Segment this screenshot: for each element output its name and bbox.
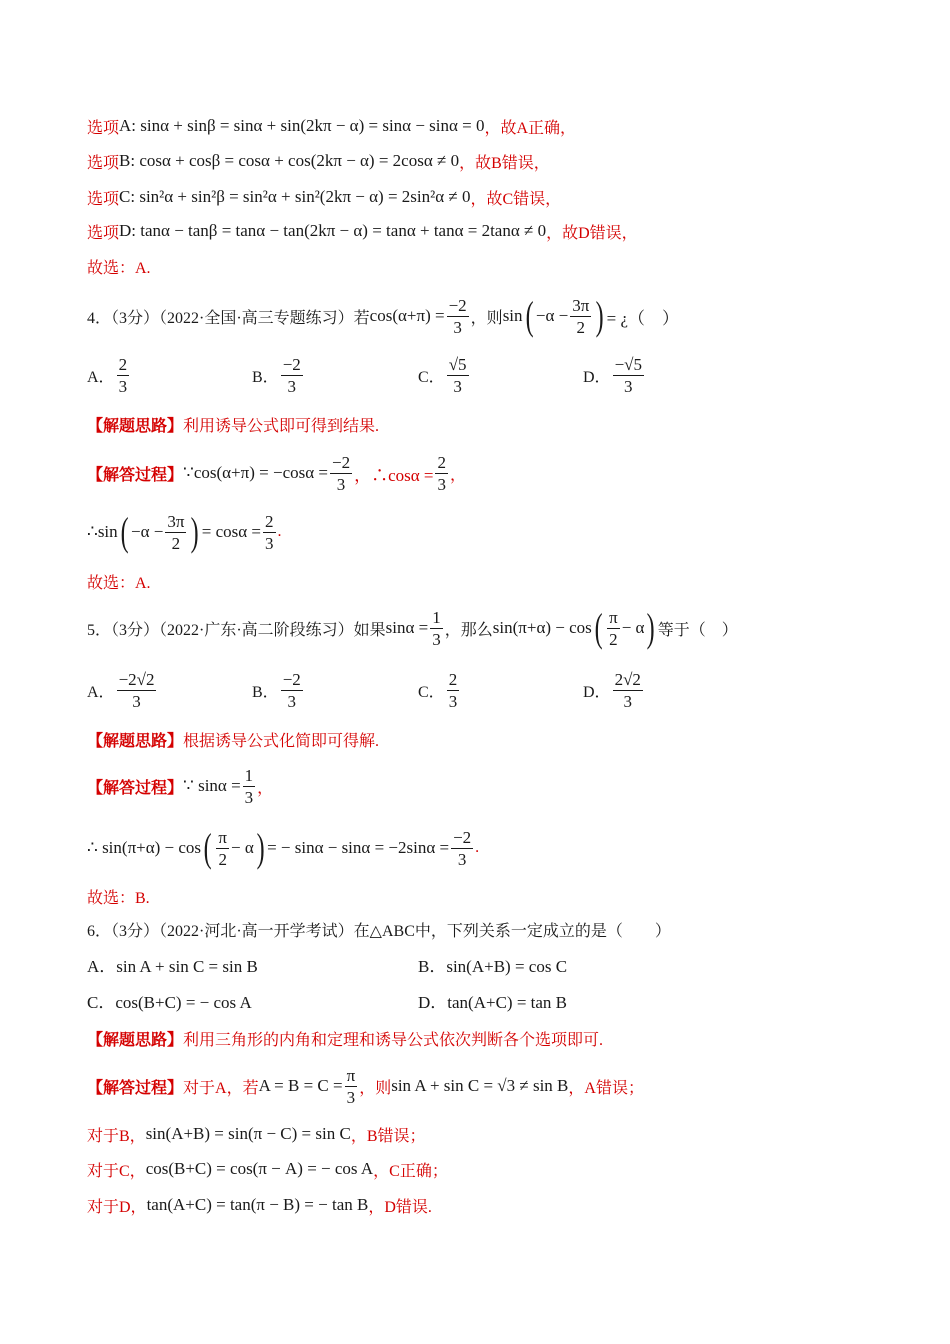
math-expression: A: sinα + sinβ = sinα + sin(2kπ − α) = sinα − sinα = 0	[119, 116, 485, 135]
left-paren: (	[120, 509, 129, 554]
q6-process-3: 对于C， cos(B+C) = cos(π − A) = − cos A ，C正确；	[87, 1159, 448, 1180]
q6-choice-d[interactable]: D．tan(A+C) = tan B	[418, 993, 568, 1012]
left-paren: (	[203, 825, 212, 870]
q6-idea: 【解题思路】 利用三角形的内角和定理和诱导公式依次判断各个选项即可.	[87, 1031, 604, 1049]
q6-process-2: 对于B， sin(A+B) = sin(π − C) = sin C ，B错误；	[87, 1124, 426, 1145]
q4-process-2: ∴sin ( −α − $\frac{3\pi}{2}$ ) = cosα = $\frac{2}{3}$ .	[87, 509, 282, 554]
fraction: $\frac{-2}{3}$	[282, 355, 301, 396]
q3-answer: 故选：A.	[87, 259, 151, 277]
q4-answer: 故选：A.	[87, 574, 151, 592]
q4-choice-a[interactable]: A． $\frac{2}{3}$	[87, 355, 128, 396]
idea-text: 利用诱导公式即可得到结果.	[183, 417, 380, 435]
condition: cos(α+π) =	[369, 306, 445, 325]
question-number: 5．（3分）（2022·广东·高二阶段练习）如果	[87, 621, 386, 639]
option-label: 选项	[87, 154, 120, 172]
q6-choice-b[interactable]: B．sin(A+B) = cos C	[418, 957, 568, 976]
q5-choice-a[interactable]: A． $\frac{-2√2}{3}$	[87, 670, 155, 711]
fraction: $\frac{-2}{3}$	[448, 295, 467, 337]
ask-end: = ¿（ ）	[606, 308, 680, 328]
right-paren: )	[647, 605, 656, 650]
verdict: ，故A正确，	[484, 119, 577, 137]
q6-process-1: 【解答过程】 对于A，若 A = B = C = $\frac{\pi}{3}$ ，则 sin A + sin C = √3 ≠ sin B ，A错误；	[87, 1065, 644, 1107]
q6-choice-a[interactable]: A．sin A + sin C = sin B	[87, 957, 258, 976]
fraction: $\frac{2√2}{3}$	[614, 670, 641, 711]
process-tag: 【解答过程】	[87, 466, 184, 484]
q4-choice-b[interactable]: B． $\frac{-2}{3}$	[252, 355, 301, 396]
ask-func: sin	[502, 306, 523, 325]
math-expression: D: tanα − tanβ = tanα − tan(2kπ − α) = tanα + tanα = 2tanα ≠ 0	[119, 221, 547, 240]
q3-option-c-line	[87, 183, 561, 211]
q4-stem	[87, 293, 680, 338]
fraction: $\frac{\pi}{2}$	[218, 827, 227, 869]
q5-choice-c[interactable]: C． $\frac{2}{3}$	[418, 670, 458, 711]
q5-stem: 5．（3分）（2022·广东·高二阶段练习）如果 sinα = $\frac{1}{3}$ ，那么 sin(π+α) − cos ( $\frac{\pi}{2}$ − α ) 等于（ ）	[87, 605, 738, 650]
verdict: ，故B错误，	[459, 154, 550, 172]
q3-option-b-line	[87, 147, 550, 175]
q4-choice-c[interactable]: C． $\frac{√5}{3}$	[418, 355, 467, 396]
q6-stem: 6．（3分）（2022·河北·高一开学考试）在△ABC中，下列关系一定成立的是（ ）	[87, 922, 671, 940]
connector: ，则	[470, 309, 503, 327]
right-paren: )	[191, 509, 200, 554]
q5-process-1: 【解答过程】 ∵ sinα = $\frac{1}{3}$ ，	[87, 765, 274, 807]
ask-inner: −α −	[535, 306, 569, 325]
q4-choice-d[interactable]: D． $\frac{-√5}{3}$	[583, 355, 642, 396]
fraction: $\frac{2}{3}$	[118, 355, 128, 396]
fraction: $\frac{3\pi}{2}$	[167, 511, 185, 553]
option-label: 选项	[87, 224, 120, 242]
fraction: $\frac{1}{3}$	[432, 607, 441, 649]
q5-choice-b[interactable]: B． $\frac{-2}{3}$	[252, 670, 301, 711]
q5-process-2: ∴ sin(π+α) − cos ( $\frac{\pi}{2}$ − α ) = − sinα − sinα = −2sinα = $\frac{-2}{3}$ .	[87, 825, 480, 870]
fraction: $\frac{-2√2}{3}$	[118, 670, 155, 711]
q5-answer: 故选：B.	[87, 889, 150, 907]
math-expression: C: sin²α + sin²β = sin²α + sin²(2kπ − α) = 2sin²α ≠ 0	[119, 187, 471, 206]
fraction: $\frac{2}{3}$	[265, 511, 274, 553]
q6-process-4: 对于D， tan(A+C) = tan(π − B) = − tan B ，D错误.	[87, 1195, 432, 1216]
q5-choice-d[interactable]: D． $\frac{2√2}{3}$	[583, 670, 641, 711]
option-label: 选项	[87, 190, 120, 208]
right-paren: )	[256, 825, 265, 870]
idea-tag: 【解题思路】	[87, 417, 184, 435]
fraction: $\frac{2}{3}$	[448, 670, 458, 711]
left-paren: (	[594, 605, 603, 650]
fraction: $\frac{1}{3}$	[244, 765, 254, 807]
option-label: 选项	[87, 119, 120, 137]
fraction: $\frac{-√5}{3}$	[614, 355, 642, 396]
fraction: $\frac{-2}{3}$	[282, 670, 301, 711]
fraction: $\frac{\pi}{2}$	[609, 607, 618, 649]
verdict: ，故D错误，	[546, 224, 638, 242]
q5-idea: 【解题思路】 根据诱导公式化简即可得解.	[87, 732, 380, 750]
q3-option-a-line	[87, 112, 576, 140]
fraction: $\frac{-2}{3}$	[453, 827, 472, 869]
fraction: $\frac{2}{3}$	[437, 452, 446, 494]
q3-option-d-line	[87, 217, 638, 245]
q4-process-1: 【解答过程】 ∵cos(α+π) = −cosα = $\frac{-2}{3}$ ，∴cosα = $\frac{2}{3}$ ，	[87, 452, 466, 494]
fraction: $\frac{\pi}{3}$	[346, 1065, 356, 1107]
q6-choice-c[interactable]: C．cos(B+C) = − cos A	[87, 993, 252, 1012]
fraction: $\frac{-2}{3}$	[331, 452, 351, 494]
right-paren: )	[595, 293, 604, 338]
left-paren: (	[525, 293, 534, 338]
math-expression: B: cosα + cosβ = cosα + cos(2kπ − α) = 2cosα ≠ 0	[119, 151, 460, 170]
q4-idea	[87, 410, 379, 438]
fraction: $\frac{√5}{3}$	[448, 355, 467, 396]
question-number: 4．（3分）（2022·全国·高三专题练习）若	[87, 309, 370, 327]
verdict: ，故C错误，	[470, 190, 562, 208]
fraction: $\frac{3\pi}{2}$	[572, 295, 590, 337]
